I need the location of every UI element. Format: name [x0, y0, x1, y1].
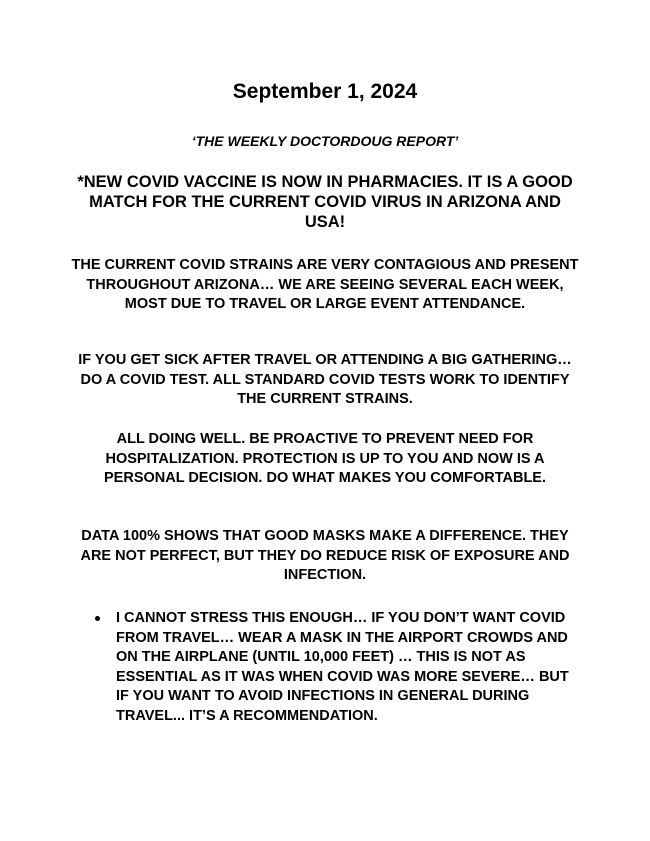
- recommendation-list: [92, 609, 582, 726]
- paragraph-testing: IF YOU GET SICK AFTER TRAVEL OR ATTENDING A BIG GATHERING… DO A COVID TEST. ALL STANDARD COVID TESTS WORK TO IDENTIFY THE CURRENT STRAINS.: [78, 352, 572, 407]
- paragraph-status: ALL DOING WELL. BE PROACTIVE TO PREVENT NEED FOR HOSPITALIZATION. PROTECTION IS UP TO YOU AND NOW IS A PERSONAL DECISION. DO WHAT MAKES YOU COMFORTABLE.: [104, 431, 546, 486]
- lead-announcement: *NEW COVID VACCINE IS NOW IN PHARMACIES. IT IS A GOOD MATCH FOR THE CURRENT COVID VIRUS IN ARIZONA AND USA!: [77, 173, 573, 231]
- report-title: ‘THE WEEKLY DOCTORDOUG REPORT’: [191, 133, 459, 149]
- paragraph-masks: DATA 100% SHOWS THAT GOOD MASKS MAKE A DIFFERENCE. THEY ARE NOT PERFECT, BUT THEY DO REDUCE RISK OF EXPOSURE AND INFECTION.: [80, 528, 570, 583]
- bullet-text: I CANNOT STRESS THIS ENOUGH… IF YOU DON’T WANT COVID FROM TRAVEL… WEAR A MASK IN THE AIRPORT CROWDS AND ON THE AIRPLANE (UNTIL 10,000 FEET) … THIS IS NOT AS ESSENTIAL AS IT WAS WHEN COVID WAS MORE SEVERE… BUT IF YOU WANT TO AVOID INFECTIONS IN GENERAL DURING TRAVEL... IT’S A RECOMMENDATION.: [116, 610, 569, 724]
- paragraph-strains: THE CURRENT COVID STRAINS ARE VERY CONTAGIOUS AND PRESENT THROUGHOUT ARIZONA… WE ARE SEEING SEVERAL EACH WEEK, MOST DUE TO TRAVEL OR LARGE EVENT ATTENDANCE.: [71, 257, 579, 312]
- bullet-dot-icon: [95, 616, 100, 621]
- list-item: [92, 609, 582, 726]
- document-date: September 1, 2024: [232, 80, 418, 103]
